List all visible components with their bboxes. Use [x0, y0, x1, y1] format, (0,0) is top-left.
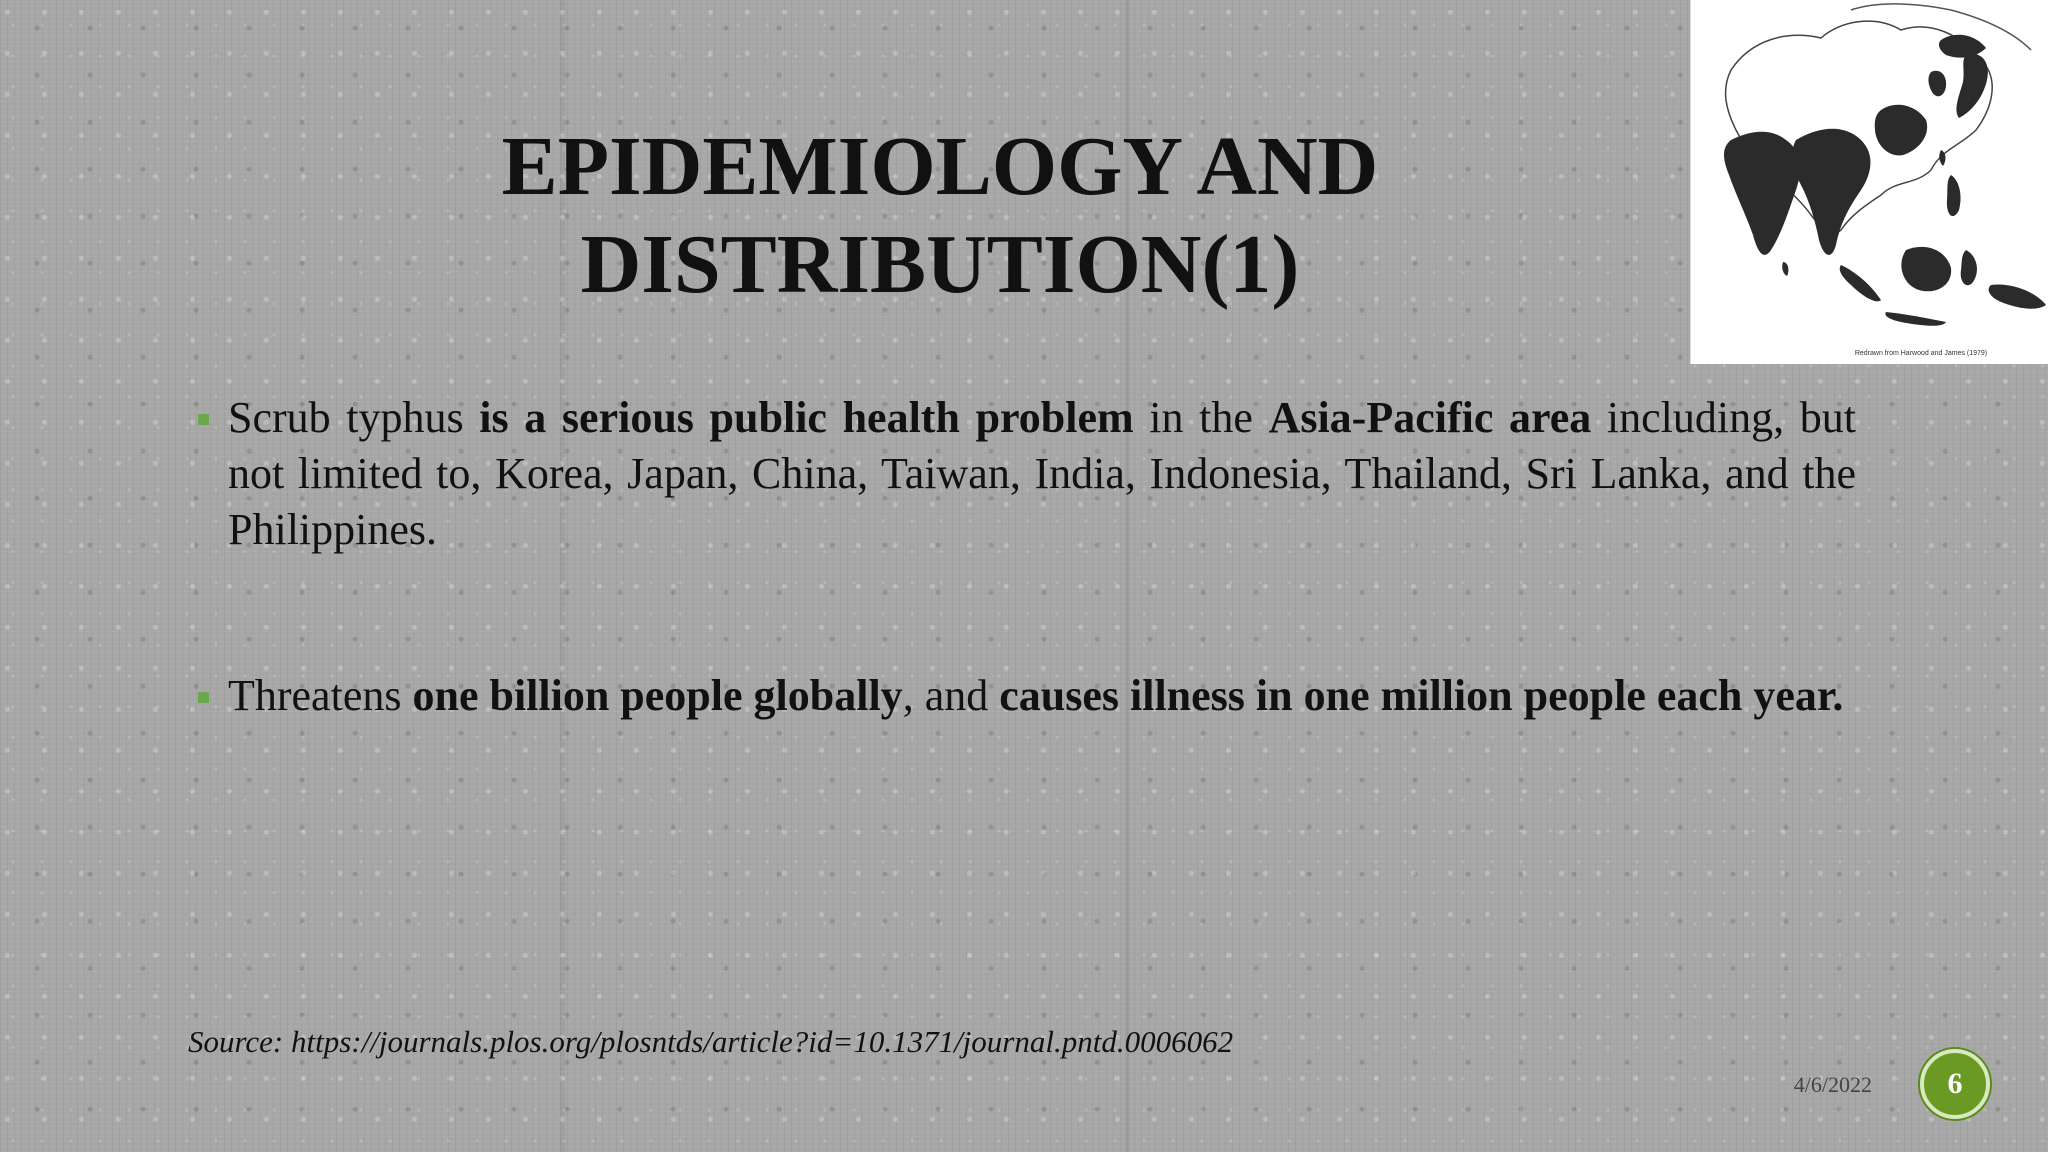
map-caption: Redrawn from Harwood and James (1979) — [1854, 350, 1988, 357]
java-island — [1885, 312, 1946, 326]
india-region — [1724, 132, 1800, 255]
sumatra-island — [1840, 265, 1881, 301]
borneo-island — [1901, 247, 1951, 291]
bullet-1-seg-3: in the — [1133, 393, 1269, 442]
philippines-islands — [1947, 175, 1961, 216]
asia-pacific-map-image — [1690, 0, 2048, 364]
sri-lanka-island — [1782, 262, 1788, 276]
bullet-marker — [198, 692, 209, 703]
bullet-marker — [198, 414, 209, 425]
bullet-1-seg-4: Asia-Pacific area — [1268, 393, 1592, 442]
bullet-2-seg-4: causes illness in one million people each year. — [999, 671, 1844, 720]
bullet-2-seg-2: one billion people globally — [412, 671, 903, 720]
slide-date: 4/6/2022 — [1793, 1072, 1872, 1097]
bullet-1-seg-1: Scrub typhus — [228, 393, 480, 442]
bullet-list — [196, 390, 1856, 724]
source-citation: Source: https://journals.plos.org/plosntds/article?id=10.1371/journal.pntd.0006062 — [188, 1024, 1234, 1059]
slide-number-badge: 6 — [1920, 1049, 1990, 1119]
bullet-item-1 — [196, 390, 1856, 558]
bullet-2-seg-3: , and — [902, 671, 1000, 720]
bullet-1-seg-5: including, but not limited to, Korea, Japan, China, Taiwan, India, Indonesia, Thailand, Sri Lanka, and the Philippines. — [228, 393, 1856, 554]
slide-title — [300, 118, 1580, 314]
bullet-item-2 — [196, 668, 1856, 724]
russia-far-east-region — [1939, 35, 1986, 58]
sulawesi-island — [1961, 250, 1977, 285]
title-line-1: EPIDEMIOLOGY AND — [501, 120, 1379, 213]
bullet-1-seg-2: is a serious public health problem — [479, 393, 1134, 442]
bullet-2-seg-1: Threatens — [228, 671, 413, 720]
new-guinea-island — [1989, 284, 2046, 308]
title-line-2: DISTRIBUTION(1) — [580, 218, 1300, 311]
